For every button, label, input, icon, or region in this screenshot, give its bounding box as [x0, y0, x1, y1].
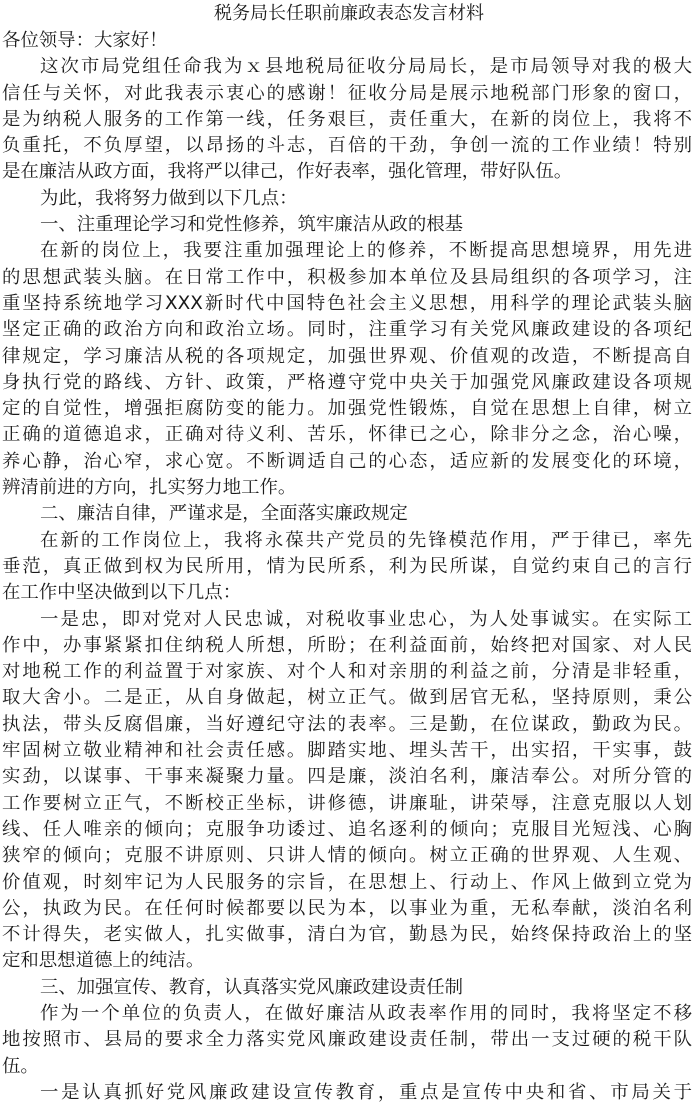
- body-line: 三、加强宣传、教育，认真落实党风廉政建设责任制: [40, 976, 463, 998]
- body-line: 二、廉洁自律，严谨求是，全面落实廉政规定: [40, 503, 408, 525]
- body-line: 垂范，真正做到权为民所用，情为民所系，利为民所谋，自觉约束自己的言行: [2, 555, 692, 577]
- body-line: 不计得失，老实做人，扎实做事，清白为官，勤恳为民，始终保持政治上的坚: [2, 924, 692, 946]
- body-line: 作中，办事紧紧扣住纳税人所想，所盼；在利益面前，始终把对国家、对人民: [2, 634, 692, 656]
- body-line: 身执行党的路线、方针、政策，严格遵守党中央关于加强党风廉政建设各项规: [2, 371, 692, 393]
- body-line: 牢固树立敬业精神和社会责任感。脚踏实地、埋头苦干，出实招，干实事，鼓: [2, 740, 692, 762]
- document: [2, 0, 692, 1106]
- body-line: 负重托，不负厚望，以昂扬的斗志，百倍的干劲，争创一流的工作业绩！特别: [2, 135, 692, 157]
- body-line: 律规定，学习廉洁从税的各项规定，加强世界观、价值观的改造，不断提高自: [2, 345, 692, 367]
- body-line: 重坚持系统地学习XXX新时代中国特色社会主义思想，用科学的理论武装头脑: [2, 292, 692, 314]
- document-body: [2, 28, 692, 1106]
- body-line: 执法，带头反腐倡廉，当好遵纪守法的表率。三是勤，在位谋政，勤政为民。: [2, 713, 692, 735]
- body-line: 养心静，治心窄，求心宽。不断调适自己的心态，适应新的发展变化的环境，: [2, 450, 692, 472]
- body-line: 伍。: [2, 1055, 39, 1077]
- body-line: 在新的岗位上，我要注重加强理论上的修养，不断提高思想境界，用先进: [40, 240, 692, 262]
- body-line: 地按照市、县局的要求全力落实党风廉政建设责任制，带出一支过硬的税干队: [2, 1029, 692, 1051]
- body-line: 在新的工作岗位上，我将永葆共产党员的先锋模范作用，严于律已，率先: [40, 529, 692, 551]
- body-line: 一、注重理论学习和党性修养，筑牢廉洁从政的根基: [40, 214, 463, 236]
- body-line: 公，执政为民。在任何时候都要以民为本，以事业为重，无私奉献，淡泊名利: [2, 897, 692, 919]
- body-line: 取大舍小。二是正，从自身做起，树立正气。做到居官无私，坚持原则，秉公: [2, 687, 692, 709]
- body-line: 作为一个单位的负责人，在做好廉洁从政表率作用的同时，我将坚定不移: [40, 1002, 692, 1024]
- body-line: 定的自觉性，增强拒腐防变的能力。加强党性锻炼，自觉在思想上自律，树立: [2, 398, 692, 420]
- body-line: 正确的道德追求，正确对待义利、苦乐，怀律已之心，除非分之念，治心噪，: [2, 424, 692, 446]
- body-line: 辨清前进的方向，扎实努力地工作。: [2, 477, 297, 499]
- body-line: 一是认真抓好党风廉政建设宣传教育，重点是宣传中央和省、市局关于: [40, 1081, 692, 1103]
- body-line: 一是忠，即对党对人民忠诚，对税收事业忠心，为人处事诚实。在实际工: [40, 608, 692, 630]
- body-line: 狭窄的倾向；克服不讲原则、只讲人情的倾向。树立正确的世界观、人生观、: [2, 845, 692, 867]
- body-line: 价值观，时刻牢记为人民服务的宗旨，在思想上、行动上、作风上做到立党为: [2, 871, 692, 893]
- body-line: 对地税工作的利益置于对家族、对个人和对亲朋的利益之前，分清是非轻重，: [2, 661, 692, 683]
- body-line: 坚定正确的政治方向和政治立场。同时，注重学习有关党风廉政建设的各项纪: [2, 319, 692, 341]
- body-line: 工作要树立正气，不断校正坐标，讲修德，讲廉耻，讲荣辱，注意克服以人划: [2, 792, 692, 814]
- body-line: 这次市局党组任命我为ｘ县地税局征收分局局长，是市局领导对我的极大: [40, 56, 692, 78]
- body-line: 信任与关怀，对此我表示衷心的感谢！征收分局是展示地税部门形象的窗口，: [2, 82, 692, 104]
- body-line: 各位领导：大家好！: [2, 30, 168, 51]
- body-line: 实劲，以谋事、干事来凝聚力量。四是廉，淡泊名利，廉洁奉公。对所分管的: [2, 766, 692, 788]
- body-line: 的思想武装头脑。在日常工作中，积极参加本单位及县局组织的各项学习，注: [2, 266, 692, 288]
- body-line: 是在廉洁从政方面，我将严以律己，作好表率，强化管理，带好队伍。: [2, 161, 573, 183]
- body-line: 是为纳税人服务的工作第一线，任务艰巨，责任重大，在新的岗位上，我将不: [2, 108, 692, 130]
- body-line: 为此，我将努力做到以下几点：: [40, 187, 298, 209]
- document-title: 税务局长任职前廉政表态发言材料: [214, 3, 484, 24]
- body-line: 线、任人唯亲的倾向；克服争功诿过、追名逐利的倾向；克服目光短浅、心胸: [2, 818, 692, 840]
- body-line: 定和思想道德上的纯洁。: [2, 950, 205, 972]
- body-line: 在工作中坚决做到以下几点：: [2, 582, 242, 604]
